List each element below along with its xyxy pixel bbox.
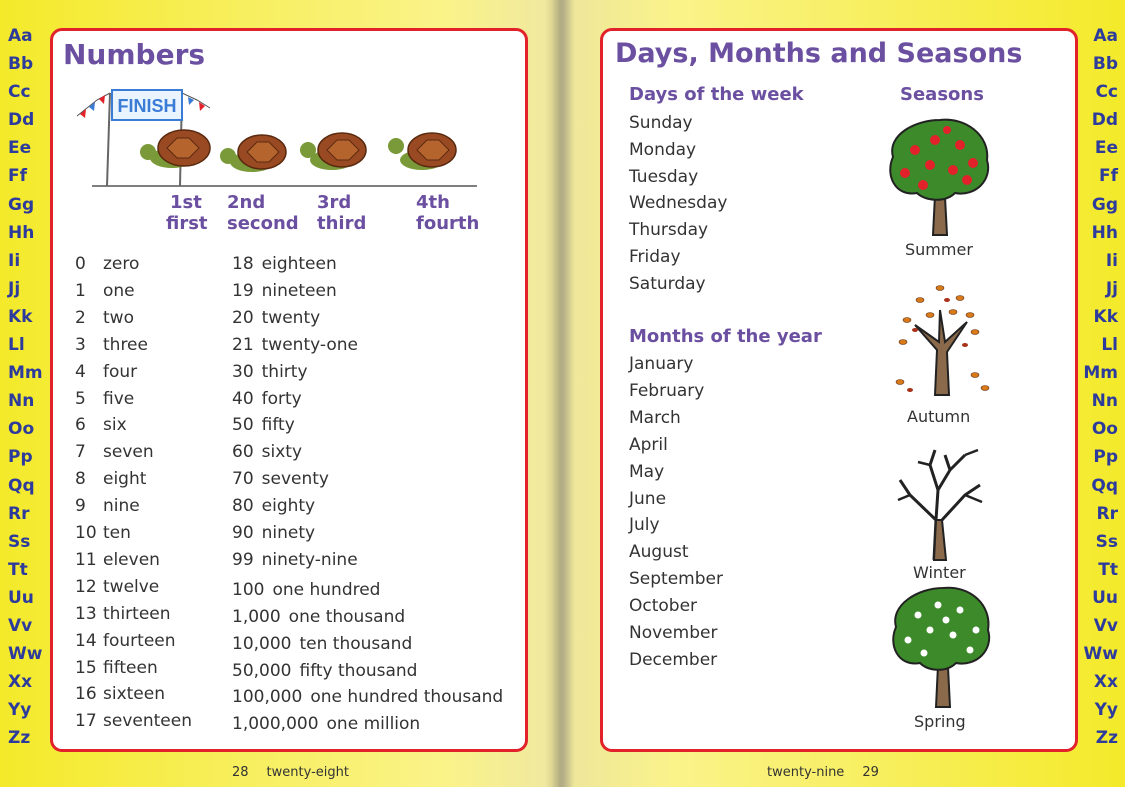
month-item: January — [629, 354, 694, 374]
number-word: seven — [103, 442, 154, 463]
alphabet-letter: Uu — [8, 587, 34, 608]
month-item: September — [629, 569, 723, 590]
season-label-summer: Summer — [905, 240, 973, 259]
alphabet-letter: Pp — [8, 447, 33, 468]
alphabet-letter: Pp — [1093, 447, 1118, 468]
page-number-left: 28 twenty-eight — [232, 765, 349, 780]
page-number-right: twenty-nine 29 — [767, 765, 879, 780]
number-word: fifty — [261, 415, 295, 436]
alphabet-letter: Xx — [8, 672, 33, 693]
number-word: two — [103, 307, 134, 328]
alphabet-letter: Dd — [1091, 110, 1118, 131]
alphabet-letter: Mm — [1083, 363, 1118, 384]
day-item: Thursday — [629, 220, 709, 241]
days-heading: Days of the week — [629, 84, 804, 105]
number-word: fifty thousand — [299, 660, 418, 681]
ordinal-3: 3rd third — [317, 192, 367, 234]
number-row — [75, 550, 160, 570]
number-row — [75, 335, 148, 355]
number-row — [75, 389, 134, 409]
number-row — [232, 335, 358, 355]
month-item: July — [629, 515, 660, 536]
number-word: three — [103, 334, 148, 355]
number-row — [232, 254, 337, 274]
number-word: ninety-nine — [261, 549, 358, 570]
alphabet-letter: Ll — [8, 335, 25, 356]
number-row — [232, 607, 405, 627]
tortoise-icon — [388, 133, 456, 170]
alphabet-letter: Kk — [8, 306, 33, 327]
alphabet-letter: Vv — [1093, 615, 1118, 636]
number-digits: 20 — [232, 307, 254, 328]
month-item: February — [629, 380, 705, 401]
number-row — [232, 661, 417, 681]
finish-banner-text: FINISH — [117, 96, 177, 116]
number-digits: 14 — [75, 630, 97, 651]
number-word: nineteen — [261, 280, 337, 301]
number-digits: 6 — [75, 415, 86, 436]
number-row — [232, 389, 302, 409]
number-row — [232, 308, 320, 328]
number-row — [232, 687, 503, 707]
number-digits: 7 — [75, 442, 86, 463]
page-title-numbers: Numbers — [63, 38, 206, 71]
number-digits: 100,000 — [232, 687, 303, 708]
number-digits: 99 — [232, 549, 254, 570]
number-row — [75, 469, 146, 489]
alphabet-letter: Oo — [1091, 419, 1118, 440]
number-word: thirty — [261, 361, 308, 382]
number-word: ninety — [261, 523, 316, 543]
number-row — [232, 580, 380, 600]
number-word: one — [103, 280, 135, 301]
number-word: seventeen — [103, 711, 192, 732]
month-item: December — [629, 649, 718, 670]
alphabet-letter: Ii — [1105, 250, 1118, 271]
day-item: Monday — [629, 139, 697, 160]
alphabet-index-right — [1078, 22, 1118, 752]
autumn-tree-icon — [885, 270, 995, 400]
number-row — [75, 577, 159, 597]
number-digits: 10 — [75, 523, 97, 543]
number-digits: 1 — [75, 280, 86, 301]
number-digits: 50,000 — [232, 660, 292, 681]
number-word: twenty-one — [261, 334, 358, 355]
alphabet-letter: Rr — [8, 503, 30, 524]
alphabet-letter: Zz — [1095, 728, 1118, 749]
number-word: thirteen — [103, 603, 171, 624]
page-title-days-months-seasons: Days, Months and Seasons — [615, 38, 1023, 69]
summer-tree-icon — [885, 115, 995, 240]
season-label-autumn: Autumn — [907, 407, 971, 426]
number-row — [75, 362, 137, 382]
number-row — [75, 604, 171, 624]
number-row — [75, 684, 165, 704]
number-word: four — [103, 361, 138, 382]
number-digits: 15 — [75, 657, 97, 678]
months-heading: Months of the year — [629, 326, 822, 347]
tortoise-race-illustration — [72, 78, 482, 188]
day-item: Sunday — [629, 113, 693, 133]
number-digits: 50 — [232, 415, 254, 436]
number-digits: 4 — [75, 361, 86, 382]
number-row — [232, 362, 308, 382]
tortoise-icon — [300, 133, 366, 170]
tortoise-icon — [140, 130, 210, 168]
spring-tree-icon — [888, 585, 996, 710]
number-digits: 11 — [75, 549, 97, 570]
number-word: six — [103, 415, 127, 436]
alphabet-letter: Ll — [1101, 335, 1118, 356]
number-digits: 12 — [75, 576, 97, 597]
number-digits: 8 — [75, 469, 86, 490]
month-item: October — [629, 596, 698, 617]
number-row — [232, 634, 412, 654]
alphabet-letter: Cc — [1095, 82, 1118, 103]
alphabet-letter: Jj — [8, 278, 21, 299]
alphabet-letter: Qq — [8, 475, 35, 496]
alphabet-index-left — [8, 22, 48, 752]
alphabet-letter: Rr — [1096, 503, 1118, 524]
number-digits: 2 — [75, 307, 86, 328]
alphabet-letter: Vv — [8, 615, 33, 636]
number-row — [75, 308, 134, 328]
number-digits: 80 — [232, 496, 254, 517]
number-row — [232, 550, 358, 570]
alphabet-letter: Yy — [8, 700, 32, 721]
number-row — [75, 523, 131, 543]
month-item: November — [629, 623, 718, 643]
alphabet-letter: Ss — [8, 531, 31, 552]
number-row — [232, 469, 329, 489]
day-item: Wednesday — [629, 193, 728, 214]
alphabet-letter: Zz — [8, 728, 31, 749]
number-row — [75, 442, 154, 462]
number-row — [232, 415, 295, 435]
number-digits: 16 — [75, 684, 97, 705]
alphabet-letter: Gg — [1091, 194, 1118, 215]
number-digits: 1,000,000 — [232, 714, 319, 735]
number-word: nine — [103, 496, 140, 517]
number-digits: 3 — [75, 334, 86, 355]
month-item: May — [629, 461, 665, 482]
alphabet-letter: Ff — [1098, 166, 1118, 187]
number-digits: 9 — [75, 496, 86, 517]
number-word: five — [103, 388, 135, 409]
number-digits: 1,000 — [232, 606, 281, 627]
alphabet-letter: Hh — [8, 222, 35, 243]
alphabet-letter: Ee — [8, 138, 32, 159]
number-word: fifteen — [103, 657, 158, 678]
winter-tree-icon — [890, 440, 990, 565]
alphabet-letter: Jj — [1105, 278, 1118, 299]
number-word: ten — [103, 523, 131, 543]
number-digits: 21 — [232, 334, 254, 355]
alphabet-letter: Nn — [8, 391, 35, 412]
alphabet-letter: Cc — [8, 82, 31, 103]
alphabet-letter: Uu — [1092, 587, 1118, 608]
day-item: Friday — [629, 247, 681, 267]
number-word: one million — [326, 714, 421, 735]
number-word: sixty — [261, 442, 303, 463]
number-word: zero — [103, 254, 140, 274]
number-row — [75, 415, 127, 435]
alphabet-letter: Ss — [1095, 531, 1118, 552]
number-row — [75, 496, 140, 516]
month-item: April — [629, 434, 668, 455]
number-digits: 13 — [75, 603, 97, 624]
alphabet-letter: Tt — [8, 559, 28, 580]
number-word: twenty — [261, 307, 321, 328]
number-word: one hundred — [272, 579, 381, 600]
alphabet-letter: Bb — [1092, 54, 1118, 75]
number-word: eleven — [103, 549, 160, 570]
alphabet-letter: Nn — [1091, 391, 1118, 412]
number-row — [232, 442, 302, 462]
alphabet-letter: Ii — [8, 250, 21, 271]
alphabet-letter: Ff — [8, 166, 28, 187]
book-spine — [545, 0, 575, 787]
alphabet-letter: Oo — [8, 419, 35, 440]
number-digits: 10,000 — [232, 633, 292, 654]
alphabet-letter: Ww — [8, 644, 43, 665]
ordinal-1: 1st first — [166, 192, 208, 234]
number-row — [75, 281, 135, 301]
number-word: eight — [103, 469, 147, 490]
number-row — [75, 631, 176, 651]
alphabet-letter: Bb — [8, 54, 34, 75]
number-digits: 0 — [75, 254, 86, 274]
number-row — [75, 711, 192, 731]
alphabet-letter: Gg — [8, 194, 35, 215]
number-word: fourteen — [103, 630, 176, 651]
alphabet-letter: Ee — [1094, 138, 1118, 159]
number-word: seventy — [261, 469, 329, 490]
alphabet-letter: Dd — [8, 110, 35, 131]
alphabet-letter: Hh — [1091, 222, 1118, 243]
ordinal-4: 4th fourth — [416, 192, 480, 234]
day-item: Saturday — [629, 273, 706, 294]
number-row — [232, 496, 315, 516]
number-digits: 70 — [232, 469, 254, 490]
alphabet-letter: Mm — [8, 363, 43, 384]
alphabet-letter: Qq — [1091, 475, 1118, 496]
alphabet-letter: Kk — [1093, 306, 1118, 327]
number-row — [75, 254, 139, 274]
number-word: twelve — [103, 576, 160, 597]
number-row — [232, 281, 337, 301]
number-word: one hundred thousand — [310, 687, 504, 708]
season-label-winter: Winter — [913, 563, 966, 582]
month-item: June — [629, 488, 667, 509]
number-digits: 60 — [232, 442, 254, 463]
number-word: forty — [261, 388, 302, 409]
number-digits: 18 — [232, 254, 254, 274]
tortoise-icon — [220, 135, 286, 172]
number-digits: 100 — [232, 579, 265, 600]
alphabet-letter: Aa — [1093, 26, 1118, 46]
number-word: one thousand — [288, 606, 406, 627]
month-item: March — [629, 407, 681, 428]
number-word: ten thousand — [299, 633, 413, 654]
number-digits: 19 — [232, 280, 254, 301]
alphabet-letter: Xx — [1093, 672, 1118, 693]
number-word: eighteen — [261, 254, 337, 274]
number-digits: 30 — [232, 361, 254, 382]
number-row — [75, 658, 158, 678]
number-row — [232, 523, 315, 543]
number-digits: 90 — [232, 523, 254, 543]
alphabet-letter: Aa — [8, 26, 33, 46]
ordinal-2: 2nd second — [227, 192, 299, 234]
alphabet-letter: Tt — [1098, 559, 1118, 580]
month-item: August — [629, 542, 689, 563]
number-row — [232, 714, 420, 734]
number-word: eighty — [261, 496, 316, 517]
number-word: sixteen — [103, 684, 165, 705]
alphabet-letter: Ww — [1083, 644, 1118, 665]
seasons-heading: Seasons — [900, 84, 984, 105]
season-label-spring: Spring — [914, 712, 966, 731]
alphabet-letter: Yy — [1094, 700, 1118, 721]
day-item: Tuesday — [629, 166, 699, 187]
number-digits: 5 — [75, 388, 86, 409]
number-digits: 17 — [75, 711, 97, 732]
number-digits: 40 — [232, 388, 254, 409]
